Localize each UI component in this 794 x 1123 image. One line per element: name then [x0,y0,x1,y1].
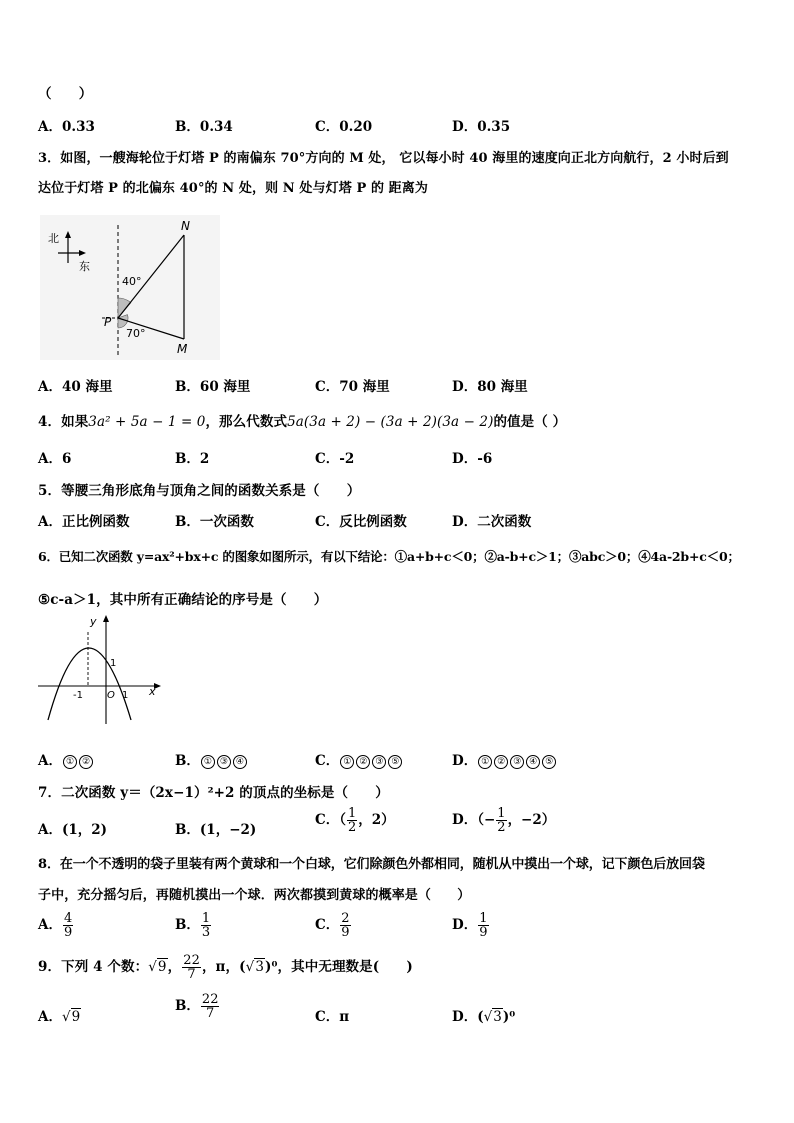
q9-option-b: B． $\frac{22}{7}$ [175,992,219,1021]
q6-stem-line1: 6．已知二次函数 y=ax²+bx+c 的图象如图所示，有以下结论：①a+b+c＜0；②a-b+c＞1；③abc＞0；④4a-2b+c＜0； [38,549,740,564]
q3-option-b: B．60 海里 [175,379,251,395]
angle-70-label: 70° [126,327,146,340]
x-axis-label: x [149,685,156,698]
q8-option-a: A． $\frac{4}{9}$ [38,911,73,940]
q6-option-b: B． ① ③ ④ [175,749,248,769]
q4-condition: 3a² + 5a − 1 = 0 [88,414,206,430]
q6-parabola-figure [36,612,166,727]
q2-option-d: D．0.35 [452,119,511,135]
q6-option-c: C． ① ② ③ ⑤ [315,749,403,769]
q6-stem-line2: ⑤c-a＞1，其中所有正确结论的序号是（ ） [38,592,328,608]
q4-option-c: C．-2 [315,451,355,467]
parabola-curve [48,648,131,720]
q2-option-b: B．0.34 [175,119,233,135]
q9-stem: 9．下列 4 个数：√9， $\frac{22}{7}$ ，π，(√3)⁰，其中无理数是( ) [38,953,413,982]
q7-option-d: D．（− $\frac{1}{2}$ ，−2） [452,806,556,835]
q4-expression: 5a(3a + 2) − (3a + 2)(3a − 2) [287,414,494,430]
sqrt-3: √3 [245,959,265,975]
q4-option-b: B．2 [175,451,210,467]
q5-stem: 5．等腰三角形底角与顶角之间的函数关系是（ ） [38,483,361,499]
sqrt-9: √9 [148,959,167,975]
east-label: 东 [79,260,90,273]
q3-stem-line1: 3．如图，一艘海轮位于灯塔 P 的南偏东 70°方向的 M 处， 它以每小时 40 海里的速度向正北方向航行，2 小时后到 [38,151,729,166]
y-axis-label: y [90,615,97,628]
y-axis-arrow [103,615,109,622]
q5-option-c: C．反比例函数 [315,514,407,530]
origin-label: O [107,690,115,701]
north-label: 北 [48,232,59,245]
q4-option-d: D．-6 [452,451,493,467]
q2-option-c: C．0.20 [315,119,373,135]
q3-option-c: C．70 海里 [315,379,390,395]
q3-stem-line2: 达位于灯塔 P 的北偏东 40°的 N 处，则 N 处与灯塔 P 的 距离为 [38,181,428,196]
q3-option-d: D．80 海里 [452,379,528,395]
q6-option-a: A． ① ② [38,749,94,769]
y-intercept-label: 1 [110,658,117,669]
q2-bracket: （ ） [38,86,93,102]
q3-figure [40,215,220,360]
q9-option-c: C．π [315,1009,350,1025]
q8-option-d: D． $\frac{1}{9}$ [452,911,488,940]
q7-option-a: A．(1，2) [38,822,108,838]
q2-option-a: A．0.33 [38,119,95,135]
neg-one-label: -1 [73,690,83,701]
q5-option-b: B．一次函数 [175,514,254,530]
q8-stem-line1: 8．在一个不透明的袋子里装有两个黄球和一个白球，它们除颜色外都相同，随机从中摸出一个球，记下颜色后放回袋 [38,857,705,872]
q4-option-a: A．6 [38,451,72,467]
q4-stem: 4．如果3a² + 5a − 1 = 0，那么代数式5a(3a + 2) − (3a + 2)(3a − 2)的值是（ ） [38,414,567,430]
q6-option-d: D． ① ② ③ ④ ⑤ [452,749,557,769]
point-m-label: M [177,342,188,356]
q8-option-c: C． $\frac{2}{9}$ [315,911,350,940]
q8-stem-line2: 子中，充分摇匀后，再随机摸出一个球．两次都摸到黄球的概率是（ ） [38,888,471,903]
q9-option-d: D．(√3)⁰ [452,1009,516,1025]
q8-option-b: B． $\frac{1}{3}$ [175,911,211,940]
point-n-label: N [181,219,190,233]
x-one-label: 1 [122,690,129,701]
angle-40-label: 40° [122,275,142,288]
q5-option-d: D．二次函数 [452,514,532,530]
q5-option-a: A．正比例函数 [38,514,130,530]
q7-option-b: B．(1，−2) [175,822,257,838]
q7-stem: 7．二次函数 y＝（2x−1）²+2 的顶点的坐标是（ ） [38,785,389,801]
q7-option-c: C．（ $\frac{1}{2}$ ，2） [315,806,395,835]
q9-option-a: A．√9 [38,1009,81,1025]
point-p-label: P [104,315,112,329]
q3-option-a: A．40 海里 [38,379,113,395]
